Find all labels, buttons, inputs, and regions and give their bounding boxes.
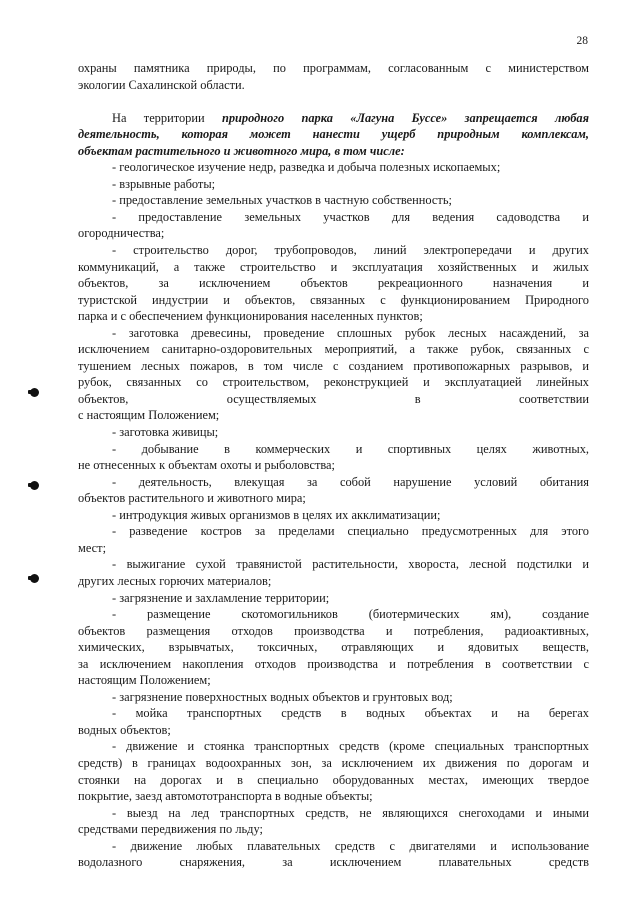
list-line: парка и с обеспечением функционирования населенных пунктов;	[78, 309, 423, 324]
list-line: - движение и стоянка транспортных средств (кроме специальных транспортных	[112, 739, 589, 754]
list-line: мест;	[78, 540, 107, 555]
lead-plain-text: На территории	[112, 110, 222, 125]
list-line: - размещение скотомогильников (биотермических ям), создание	[112, 607, 589, 622]
list-line: - деятельность, влекущая за собой нарушение условий обитания	[112, 474, 589, 489]
list-line: - строительство дорог, трубопроводов, линий электропередачи и других	[112, 243, 589, 258]
paragraph-gap	[78, 93, 589, 110]
lead-emphasis-text: природного парка «Лагуна Буссе» запрещается любая	[221, 110, 590, 125]
list-line: - заготовка живицы;	[112, 425, 219, 440]
list-line: стоянки на дорогах и в специально оборудованных местах, имеющих твердое	[78, 772, 589, 787]
list-line: - геологическое изучение недр, разведка и добыча полезных ископаемых;	[112, 160, 501, 175]
list-line: водных объектов;	[78, 722, 171, 737]
list-line: объектов растительного и животного мира;	[78, 491, 306, 506]
list-line: настоящим Положением;	[78, 673, 211, 688]
list-line: с настоящим Положением;	[78, 408, 220, 423]
list-line: туристской индустрии и объектов, связанных с функционированием Природного	[78, 292, 589, 307]
punch-hole-bottom	[30, 574, 39, 583]
list-line: других лесных горючих материалов;	[78, 573, 272, 588]
list-line: огородничества;	[78, 226, 165, 241]
list-line: - предоставление земельных участков в частную собственность;	[112, 193, 452, 208]
list-line: - интродукция живых организмов в целях их акклиматизации;	[112, 507, 441, 522]
list-line: - движение любых плавательных средств с двигателями и использование	[112, 838, 589, 853]
list-line: не отнесенных к объектам охоты и рыболовства;	[78, 458, 335, 473]
list-line: - загрязнение и захламление территории;	[112, 590, 330, 605]
punch-hole-middle	[30, 481, 39, 490]
list-line: - заготовка древесины, проведение сплошных рубок лесных насаждений, за	[112, 325, 589, 340]
list-line: средствами передвижения по льду;	[78, 822, 263, 837]
list-line: исключением санитарно-оздоровительных мероприятий, а также рубок, связанных с	[78, 342, 589, 357]
intro-line: экологии Сахалинской области.	[78, 77, 245, 92]
punch-hole-top	[30, 388, 39, 397]
list-line: - загрязнение поверхностных водных объектов и грунтовых вод;	[112, 689, 453, 704]
page-number: 28	[576, 35, 588, 47]
list-line: - мойка транспортных средств в водных объектах и на берегах	[112, 706, 589, 721]
list-line: за исключением накопления отходов производства и потребления в соответствии с	[78, 656, 589, 671]
list-line: средств) в границах водоохранных зон, за исключением их движения по дорогам и	[78, 755, 589, 770]
list-line: коммуникаций, а также строительство и эксплуатация хозяйственных и жилых	[78, 259, 589, 274]
list-line: - выжигание сухой травянистой растительности, хвороста, лесной подстилки и	[112, 557, 589, 572]
list-line: - предоставление земельных участков для ведения садоводства и	[112, 209, 589, 224]
list-line: объектов размещения отходов производства и потребления, радиоактивных,	[78, 623, 589, 638]
list-line: химических, взрывчатых, токсичных, отравляющих и ядовитых веществ,	[78, 640, 589, 655]
list-line: - разведение костров за пределами специально предусмотренных для этого	[112, 524, 589, 539]
lead-line	[78, 110, 589, 127]
document-body	[78, 60, 589, 871]
list-line: объектов, осуществляемых в соответствии	[78, 391, 589, 406]
list-line: рубок, связанных со строительством, реконструкцией и эксплуатацией линейных	[78, 375, 589, 390]
list-line: - добывание в коммерческих и спортивных целях животных,	[112, 441, 589, 456]
lead-line: объектам растительного и животного мира, в том числе:	[78, 143, 405, 158]
list-line: - выезд на лед транспортных средств, не являющихся снегоходами и иными	[112, 805, 589, 820]
list-line: объектов, за исключением объектов рекреационного назначения и	[78, 276, 589, 291]
intro-line: охраны памятника природы, по программам, согласованным с министерством	[78, 61, 589, 75]
list-line: - взрывные работы;	[112, 176, 216, 191]
list-line: водолазного снаряжения, за исключением плавательных средств	[78, 855, 589, 870]
lead-line: деятельность, которая может нанести ущерб природным комплексам,	[78, 127, 589, 142]
list-line: покрытие, заезд автомототранспорта в водные объекты;	[78, 789, 373, 804]
list-line: тушением лесных пожаров, в том числе с созданием противопожарных разрывов, и	[78, 358, 589, 373]
